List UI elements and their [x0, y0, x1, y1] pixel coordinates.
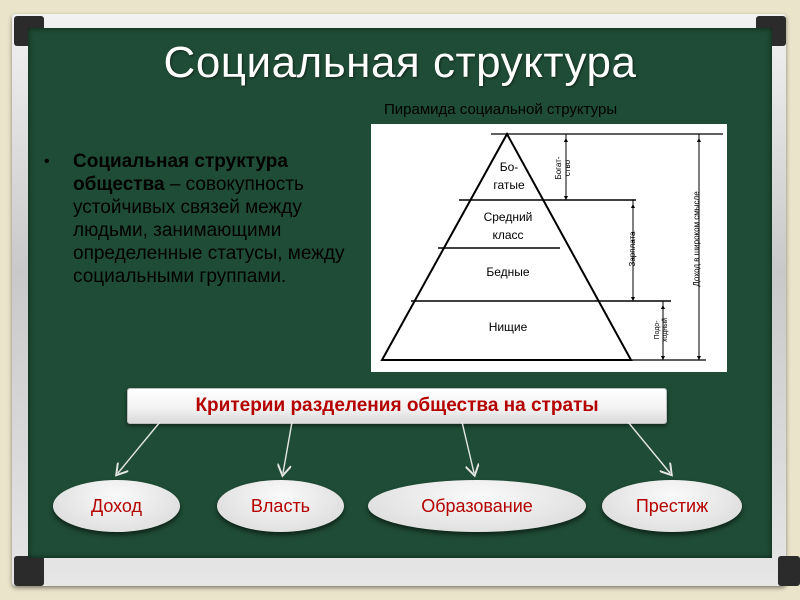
pyramid-figure [371, 124, 727, 372]
definition-body: – совокупность устойчивых связей между людьми, занимающими определенные статусы, между социальными группами. [73, 174, 345, 287]
side-label-wealth-2: ство [563, 159, 572, 177]
svg-text:▲: ▲ [659, 304, 667, 311]
svg-text:▼: ▼ [629, 296, 637, 303]
level-label-poor: Бедные [486, 265, 530, 279]
criterion-prestige[interactable]: Престиж [602, 480, 742, 532]
svg-text:▲: ▲ [629, 203, 637, 210]
definition-term: Социальная структура общества [73, 151, 288, 195]
frame-corner [14, 556, 44, 586]
slide-title: Социальная структура [163, 38, 637, 87]
pyramid-caption: Пирамида социальной структуры [384, 101, 618, 118]
level-label-destitute: Нищие [488, 320, 528, 334]
svg-text:▼: ▼ [695, 355, 703, 362]
definition-text [44, 150, 355, 288]
level-label-rich-2: гатые [493, 178, 525, 192]
pyramid-svg [371, 124, 727, 372]
level-label-middle-2: класс [492, 228, 524, 242]
bullet-icon: • [44, 153, 50, 170]
criterion-education[interactable]: Образование [368, 480, 586, 532]
level-label-middle-1: Средний [483, 210, 533, 224]
criteria-header: Критерии разделения общества на страты [127, 388, 667, 424]
level-label-rich-1: Бо- [499, 160, 519, 174]
side-label-unearned-1: Подо- [654, 320, 661, 340]
side-label-income: Доход в широком смысле [692, 191, 701, 287]
side-label-salary: Зарплата [628, 231, 637, 267]
frame-corner [778, 556, 800, 586]
criterion-income[interactable]: Доход [53, 480, 180, 532]
side-label-unearned-2: ходный [662, 317, 669, 343]
criterion-power[interactable]: Власть [217, 480, 344, 532]
svg-text:▼: ▼ [659, 355, 667, 362]
side-label-wealth-1: Богат- [554, 156, 563, 180]
svg-text:▲: ▲ [695, 137, 703, 144]
svg-text:▼: ▼ [562, 195, 570, 202]
svg-text:▲: ▲ [562, 137, 570, 144]
